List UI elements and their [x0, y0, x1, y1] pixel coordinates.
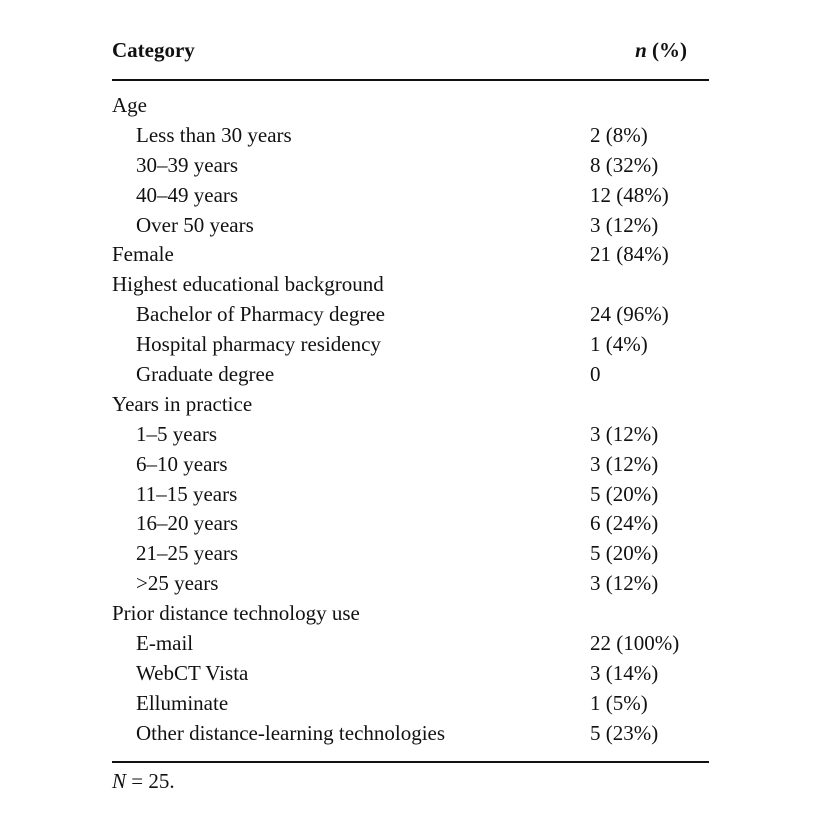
row-label: 21–25 years: [136, 541, 239, 566]
table-row: [112, 480, 709, 510]
row-label: 40–49 years: [136, 182, 239, 207]
table-row: [112, 151, 709, 181]
footnote-n-symbol: N: [112, 768, 127, 793]
row-label: >25 years: [136, 571, 219, 596]
row-label: E-mail: [136, 631, 194, 656]
row-value: 12 (48%): [590, 182, 669, 207]
row-label: Female: [112, 242, 174, 267]
table-body: [112, 81, 709, 763]
row-value: 5 (20%): [590, 541, 659, 566]
footnote-text: = 25.: [126, 768, 175, 793]
table-row: [112, 629, 709, 659]
table-footnote: [112, 769, 709, 794]
table-header-row: [112, 33, 709, 81]
row-label: 11–15 years: [136, 481, 238, 506]
table-row: [112, 121, 709, 151]
row-value: 1 (5%): [590, 690, 648, 715]
table-row: [112, 509, 709, 539]
row-label: Age: [112, 93, 147, 117]
table-row: [112, 181, 709, 211]
row-value: 2 (8%): [590, 122, 648, 147]
table-row: [112, 719, 709, 749]
table-row: [112, 569, 709, 599]
row-label: Years in practice: [112, 391, 253, 416]
row-label: 30–39 years: [136, 152, 239, 177]
table-row: [112, 211, 709, 241]
row-value: 22 (100%): [590, 631, 680, 656]
row-value: 3 (12%): [590, 421, 659, 446]
table-section-row: [112, 91, 709, 121]
header-category: Category: [112, 38, 195, 62]
table-section-row: [112, 240, 709, 270]
header-n-percent: [635, 38, 687, 63]
table-section-row: [112, 390, 709, 420]
row-label: 16–20 years: [136, 511, 239, 536]
row-label: 1–5 years: [136, 421, 218, 446]
row-label: 6–10 years: [136, 451, 228, 476]
row-label: Less than 30 years: [136, 122, 292, 147]
table-row: [112, 450, 709, 480]
row-value: 8 (32%): [590, 152, 659, 177]
table-row: [112, 330, 709, 360]
table-section-row: [112, 270, 709, 300]
demographics-table: [112, 33, 709, 794]
table-row: [112, 539, 709, 569]
row-value: 3 (12%): [590, 571, 659, 596]
row-value: 3 (12%): [590, 451, 659, 476]
table-row: [112, 659, 709, 689]
row-label: Highest educational background: [112, 272, 384, 297]
row-label: Elluminate: [136, 690, 229, 715]
row-label: WebCT Vista: [136, 660, 249, 685]
row-value: 6 (24%): [590, 511, 659, 536]
row-value: 3 (14%): [590, 660, 659, 685]
table-row: [112, 300, 709, 330]
table-section-row: [112, 599, 709, 629]
header-n-symbol: n: [635, 38, 647, 62]
row-value: 21 (84%): [590, 242, 669, 267]
row-value: 5 (20%): [590, 481, 659, 506]
header-percent-symbol: (%): [646, 38, 687, 62]
row-value: 1 (4%): [590, 332, 648, 357]
row-value: 3 (12%): [590, 212, 659, 237]
row-value: 24 (96%): [590, 302, 669, 327]
row-value: 5 (23%): [590, 720, 659, 745]
table-row: [112, 360, 709, 390]
table-row: [112, 689, 709, 719]
row-value: 0: [590, 362, 601, 387]
row-label: Over 50 years: [136, 212, 254, 237]
row-label: Prior distance technology use: [112, 601, 360, 626]
table-row: [112, 420, 709, 450]
row-label: Other distance-learning technologies: [136, 720, 446, 745]
row-label: Hospital pharmacy residency: [136, 332, 381, 357]
row-label: Graduate degree: [136, 362, 275, 387]
row-label: Bachelor of Pharmacy degree: [136, 302, 385, 327]
